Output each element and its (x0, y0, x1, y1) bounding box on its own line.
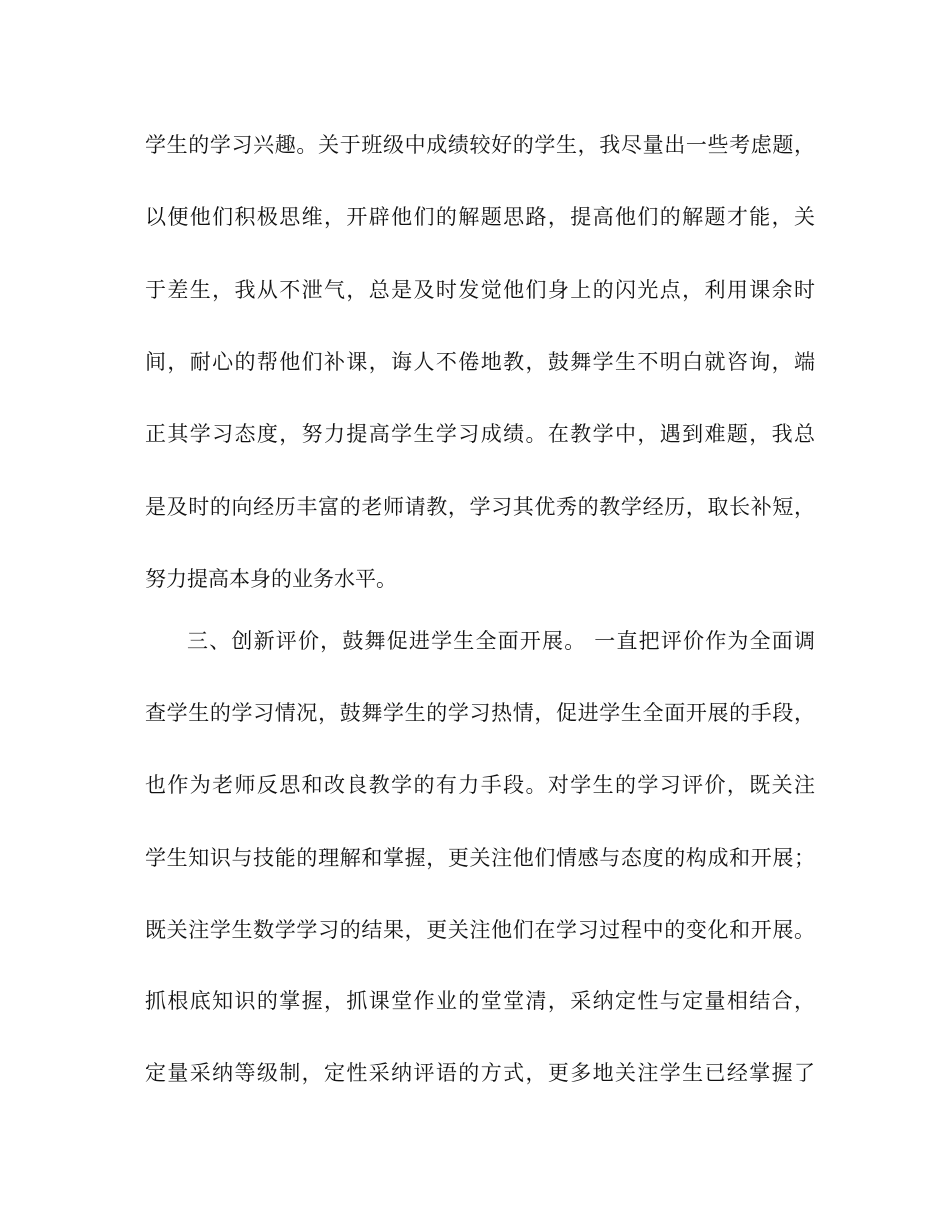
text-line: 于差生，我从不泄气，总是及时发觉他们身上的闪光点，利用课余时 (145, 278, 815, 302)
text-line: 以便他们积极思维，开辟他们的解题思路，提高他们的解题才能，关 (145, 205, 815, 229)
text-line: 是及时的向经历丰富的老师请教，学习其优秀的教学经历，取长补短， (145, 495, 815, 519)
text-line: 间，耐心的帮他们补课，诲人不倦地教，鼓舞学生不明白就咨询，端 (145, 350, 815, 374)
text-line: 努力提高本身的业务水平。 (145, 567, 397, 591)
text-line: 正其学习态度，努力提高学生学习成绩。在教学中，遇到难题，我总 (145, 422, 815, 446)
text-line: 抓根底知识的掌握，抓课堂作业的堂堂清，采纳定性与定量相结合， (145, 989, 815, 1013)
text-line: 既关注学生数学学习的结果，更关注他们在学习过程中的变化和开展。 (145, 918, 815, 942)
text-line: 学生知识与技能的理解和掌握，更关注他们情感与态度的构成和开展； (145, 846, 815, 870)
text-line: 学生的学习兴趣。关于班级中成绩较好的学生，我尽量出一些考虑题， (145, 133, 815, 157)
text-line: 也作为老师反思和改良教学的有力手段。对学生的学习评价，既关注 (145, 773, 815, 797)
section-heading-line: 三、创新评价，鼓舞促进学生全面开展。 一直把评价作为全面调 (187, 629, 815, 653)
text-line: 定量采纳等级制，定性采纳评语的方式，更多地关注学生已经掌握了 (145, 1061, 815, 1085)
text-line: 查学生的学习情况，鼓舞学生的学习热情，促进学生全面开展的手段， (145, 701, 815, 725)
